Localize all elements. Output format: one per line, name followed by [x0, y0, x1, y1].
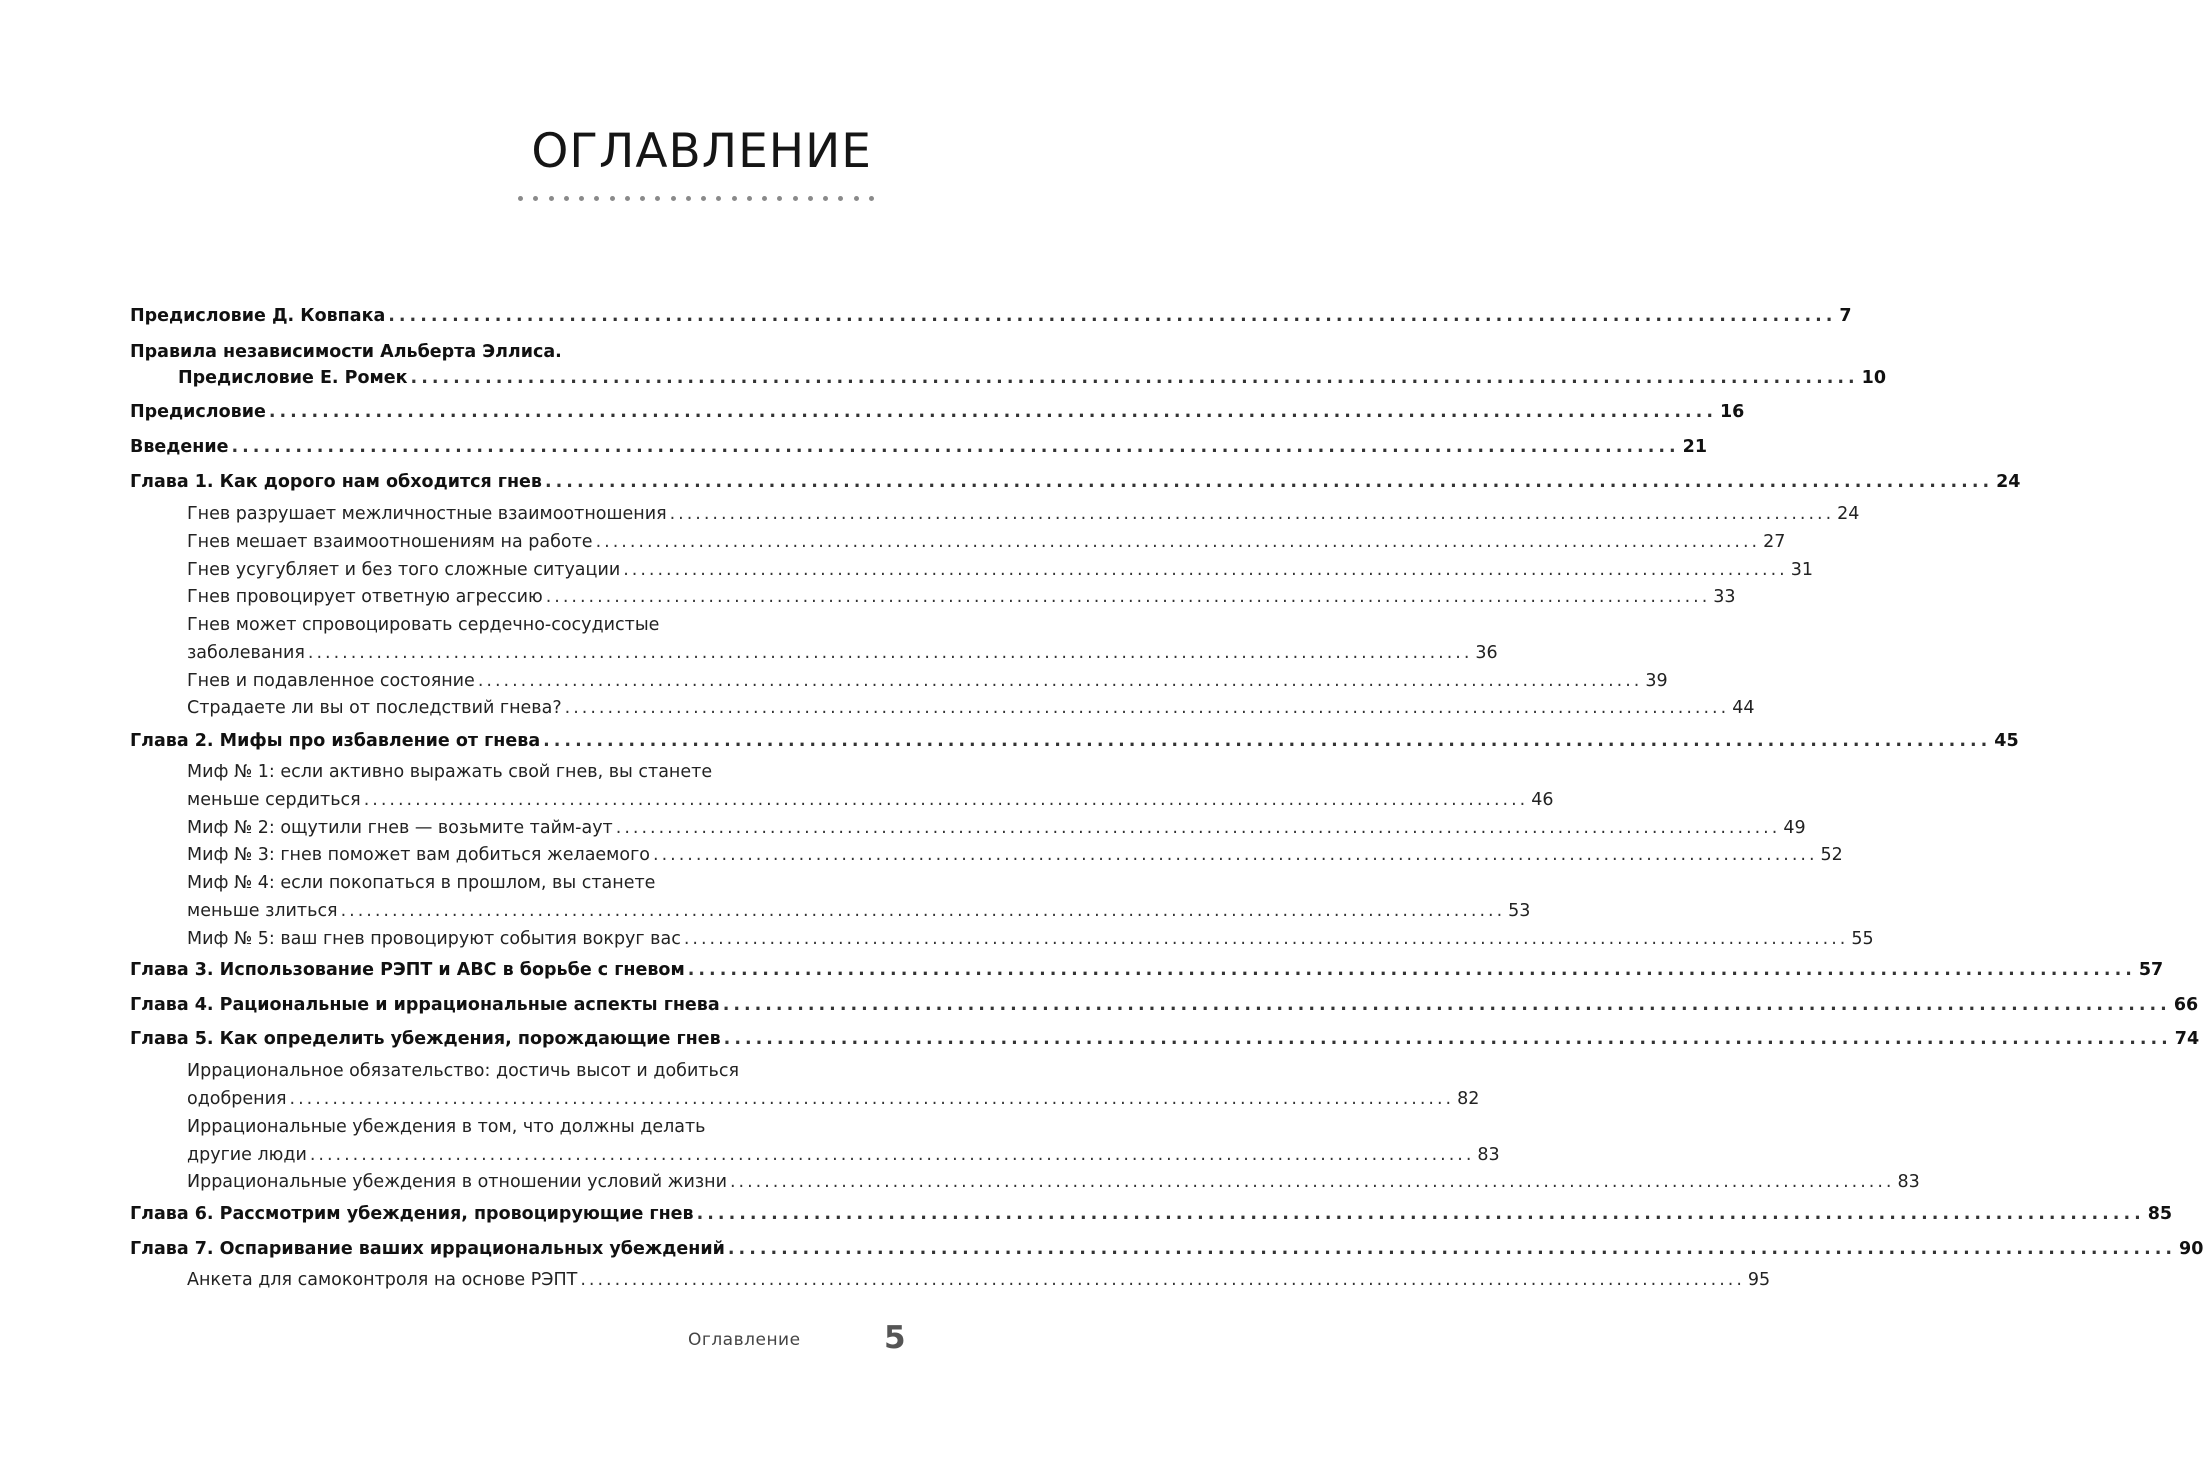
toc-entry[interactable] [187, 693, 1755, 723]
toc-entry-label: Миф № 5: ваш гнев провоцируют события вокруг вас [187, 929, 681, 949]
dot-leader: ........................................................................................................................................ [307, 643, 1473, 663]
toc-entry[interactable] [130, 467, 2021, 497]
toc-entry-label: Предисловие [130, 402, 266, 422]
dot-leader: ........................................................................................................................................ [687, 960, 2136, 980]
toc-entry-label: Глава 7. Оспаривание ваших иррациональных убеждений [130, 1239, 725, 1259]
dot-leader: ........................................................................................................................................ [729, 1172, 1895, 1192]
toc-entry-label: Глава 5. Как определить убеждения, порождающие гнев [130, 1029, 721, 1049]
dot-leader: ........................................................................................................................................ [231, 437, 1680, 457]
toc-entry-page: 31 [1790, 560, 1814, 580]
dot-leader: ........................................................................................................................................ [268, 402, 1717, 422]
toc-entry[interactable] [130, 301, 1852, 331]
toc-entry-page: 52 [1820, 845, 1843, 865]
toc-entry-page: 74 [2174, 1029, 2200, 1049]
toc-entry-page: 24 [1996, 472, 2021, 492]
dot-leader: ........................................................................................................................................ [723, 1029, 2172, 1049]
dot-leader: ........................................................................................................................................ [727, 1239, 2177, 1259]
dot-leader: ........................................................................................................................................ [623, 560, 1788, 580]
toc-entry[interactable] [130, 432, 1707, 462]
page-title: ОГЛАВЛЕНИЕ [531, 124, 872, 179]
dot-leader: ........................................................................................................................................ [669, 504, 1835, 524]
toc-entry-label: Предисловие Д. Ковпака [130, 306, 386, 326]
toc-entry-page: 49 [1783, 818, 1806, 838]
toc-entry-page: 66 [2173, 995, 2199, 1015]
toc-entry[interactable] [130, 990, 2199, 1020]
toc-entry-page: 82 [1457, 1089, 1480, 1109]
toc-entry-label: Анкета для самоконтроля на основе РЭПТ [187, 1270, 578, 1290]
toc-entry-label: Гнев мешает взаимоотношениям на работе [187, 532, 593, 552]
toc-entry-page: 55 [1851, 929, 1874, 949]
toc-entry[interactable] [187, 527, 1786, 557]
dot-leader: ........................................................................................................................................ [543, 731, 1992, 751]
toc-entry[interactable] [187, 499, 1860, 529]
toc-entry-label: другие люди [187, 1145, 307, 1165]
toc-entry-label: Глава 2. Мифы про избавление от гнева [130, 731, 541, 751]
toc-entry-page: 16 [1719, 402, 1745, 422]
dot-leader: ........................................................................................................................................ [388, 306, 1837, 326]
toc-entry-label: Гнев и подавленное состояние [187, 671, 475, 691]
dot-leader: ........................................................................................................................................ [545, 472, 1994, 492]
running-footer-label: Оглавление [688, 1330, 801, 1350]
toc-entry-page: 24 [1837, 504, 1860, 524]
toc-entry[interactable] [130, 955, 2164, 985]
toc-entry-label: Миф № 3: гнев поможет вам добиться желаемого [187, 845, 650, 865]
toc-entry-label: Глава 1. Как дорого нам обходится гнев [130, 472, 542, 492]
dot-leader: ........................................................................................................................................ [545, 587, 1711, 607]
toc-entry-label: Введение [130, 437, 229, 457]
toc-entry-label: Гнев провоцирует ответную агрессию [187, 587, 543, 607]
toc-entry[interactable] [187, 666, 1668, 696]
dot-leader: ........................................................................................................................................ [477, 671, 1643, 691]
toc-entry-page: 7 [1839, 306, 1852, 326]
toc-entry-label-line1: Миф № 1: если активно выражать свой гнев, вы станете [187, 762, 713, 782]
dot-leader: ........................................................................................................................................ [340, 901, 1506, 921]
dot-leader: ........................................................................................................................................ [722, 995, 2171, 1015]
toc-entry-page: 57 [2138, 960, 2164, 980]
toc-entry[interactable] [187, 1167, 1920, 1197]
toc-entry-label: Глава 4. Рациональные и иррациональные аспекты гнева [130, 995, 720, 1015]
toc-entry-label: Миф № 2: ощутили гнев — возьмите тайм-аут [187, 818, 613, 838]
dot-leader: ........................................................................................................................................ [410, 368, 1859, 388]
toc-entry[interactable] [187, 896, 1531, 926]
toc-entry[interactable] [130, 1234, 2203, 1264]
toc-entry-page: 33 [1713, 587, 1736, 607]
toc-entry[interactable] [187, 582, 1736, 612]
toc-entry[interactable] [178, 363, 1887, 393]
toc-entry-page: 46 [1531, 790, 1554, 810]
toc-entry[interactable] [130, 1024, 2200, 1054]
dot-leader: ........................................................................................................................................ [564, 698, 1730, 718]
dot-leader: ........................................................................................................................................ [363, 790, 1529, 810]
toc-entry-page: 83 [1897, 1172, 1920, 1192]
dot-leader: ........................................................................................................................................ [653, 845, 1818, 865]
toc-entry[interactable] [187, 1140, 1500, 1170]
toc-entry-label-line1: Иррациональное обязательство: достичь высот и добиться [187, 1061, 739, 1081]
dot-leader: ........................................................................................................................................ [595, 532, 1761, 552]
toc-entry-page: 44 [1732, 698, 1755, 718]
toc-entry[interactable] [130, 1199, 2173, 1229]
dot-leader: ........................................................................................................................................ [615, 818, 1781, 838]
toc-entry-label: Глава 6. Рассмотрим убеждения, провоцирующие гнев [130, 1204, 694, 1224]
toc-entry-page: 83 [1477, 1145, 1500, 1165]
toc-entry-page: 45 [1994, 731, 2019, 751]
toc-entry-label: Глава 3. Использование РЭПТ и АВС в борьбе с гневом [130, 960, 685, 980]
dot-leader: ........................................................................................................................................ [289, 1089, 1455, 1109]
toc-entry[interactable] [187, 638, 1498, 668]
toc-entry-page: 95 [1747, 1270, 1771, 1290]
toc-entry-page: 39 [1645, 671, 1668, 691]
toc-entry-label: заболевания [187, 643, 305, 663]
toc-entry[interactable] [187, 840, 1843, 870]
toc-entry-label-line1: Гнев может спровоцировать сердечно-сосудистые [187, 615, 660, 635]
dot-leader: ........................................................................................................................................ [696, 1204, 2145, 1224]
toc-entry-page: 53 [1508, 901, 1531, 921]
toc-entry-page: 21 [1682, 437, 1707, 457]
toc-entry-label: Гнев усугубляет и без того сложные ситуации [187, 560, 621, 580]
toc-entry-page: 10 [1861, 368, 1887, 388]
dot-leader: ........................................................................................................................................ [309, 1145, 1475, 1165]
toc-entry[interactable] [187, 1084, 1480, 1114]
toc-entry-page: 36 [1475, 643, 1498, 663]
toc-entry[interactable] [187, 555, 1814, 585]
toc-entry-label: Предисловие Е. Ромек [178, 368, 408, 388]
toc-entry[interactable] [130, 397, 1745, 427]
toc-entry-label: одобрения [187, 1089, 287, 1109]
toc-entry-label: Иррациональные убеждения в отношении условий жизни [187, 1172, 727, 1192]
dot-leader: ........................................................................................................................................ [683, 929, 1849, 949]
toc-entry-label: меньше злиться [187, 901, 338, 921]
page-number: 5 [884, 1320, 906, 1356]
toc-entry-page: 90 [2179, 1239, 2203, 1259]
toc-entry[interactable] [187, 813, 1806, 843]
toc-entry-page: 85 [2147, 1204, 2173, 1224]
toc-entry-label: Гнев разрушает межличностные взаимоотношения [187, 504, 667, 524]
toc-entry-label-line1: Правила независимости Альберта Эллиса. [130, 342, 562, 362]
toc-entry-label: Страдаете ли вы от последствий гнева? [187, 698, 562, 718]
toc-entry-label-line1: Миф № 4: если покопаться в прошлом, вы станете [187, 873, 656, 893]
toc-entry[interactable] [130, 726, 2019, 756]
toc-entry-page: 27 [1763, 532, 1786, 552]
toc-entry-label: меньше сердиться [187, 790, 361, 810]
toc-entry[interactable] [187, 1265, 1771, 1295]
toc-entry[interactable] [187, 924, 1874, 954]
toc-entry[interactable] [187, 785, 1554, 815]
toc-entry-label-line1: Иррациональные убеждения в том, что должны делать [187, 1117, 706, 1137]
dot-leader: ........................................................................................................................................ [580, 1270, 1745, 1290]
